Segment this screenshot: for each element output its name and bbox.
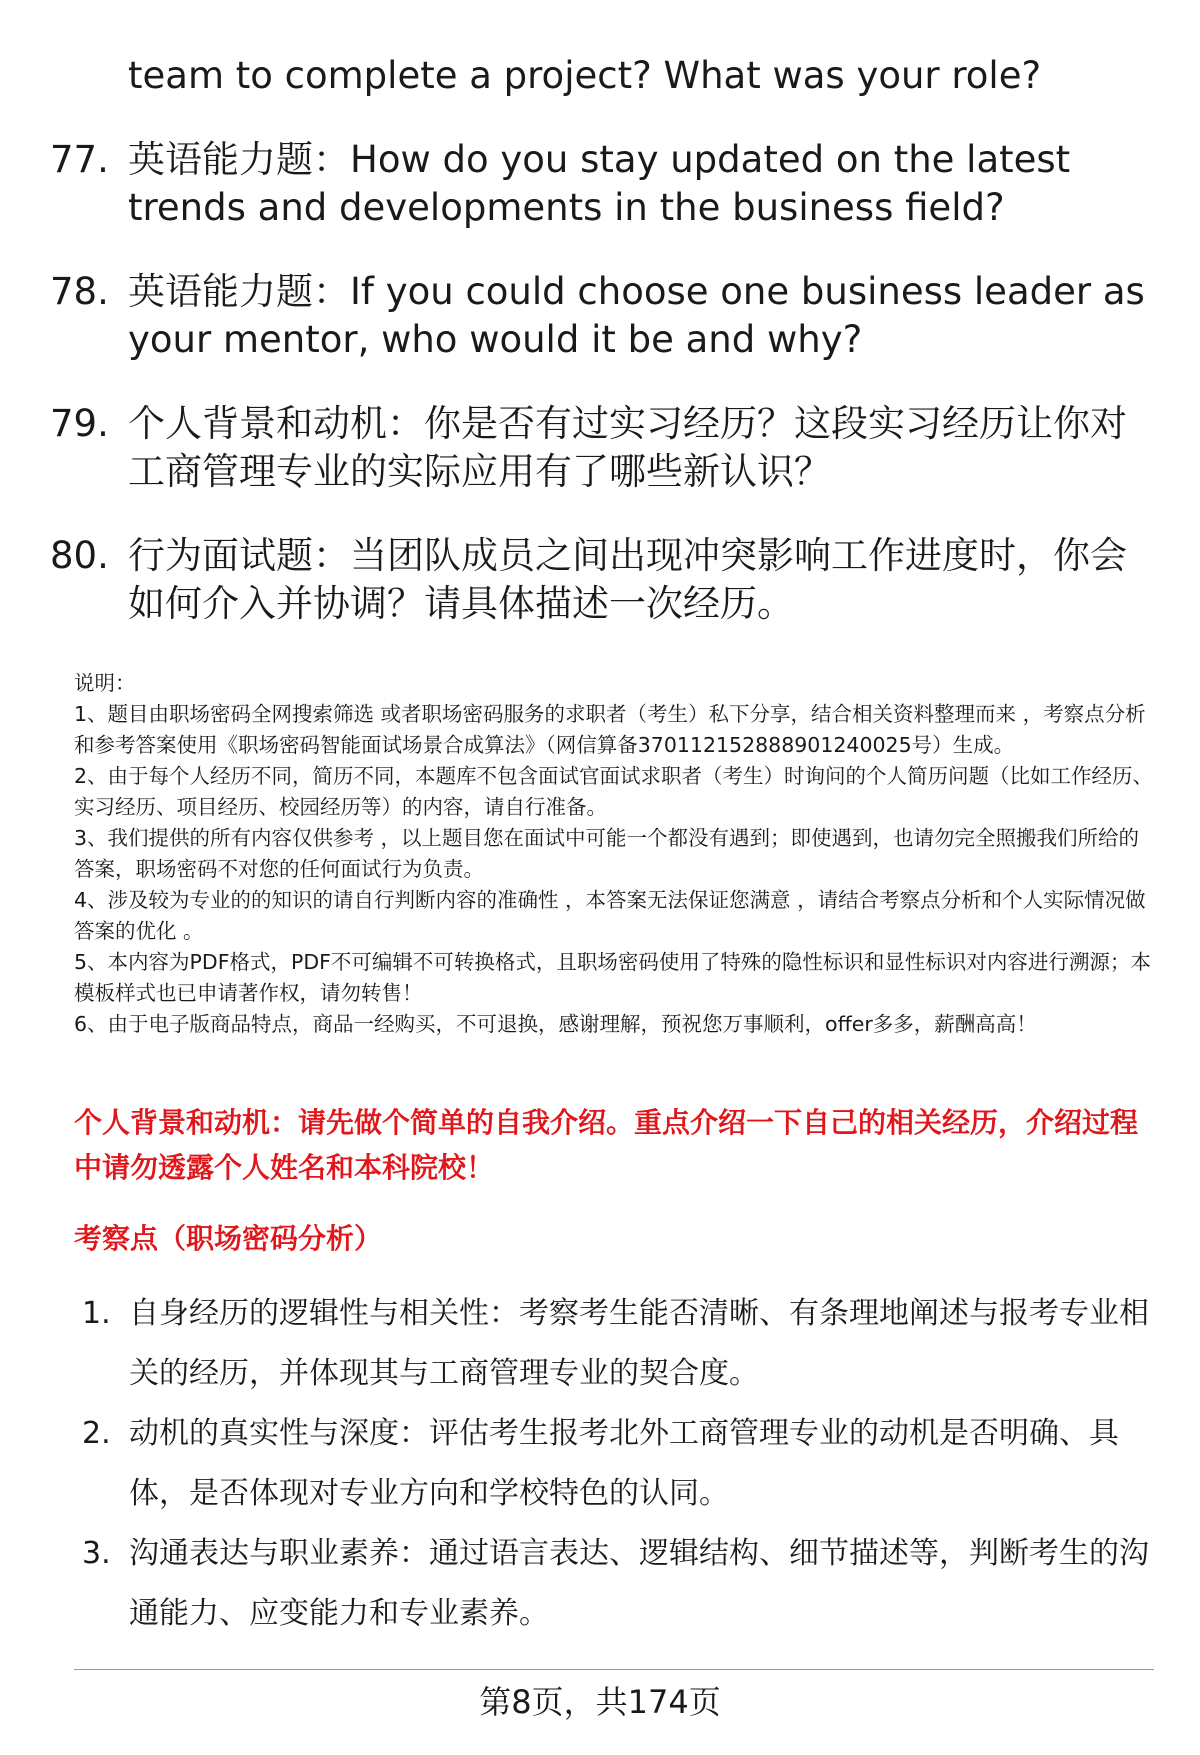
point-number: 3.: [82, 1536, 111, 1571]
topic-question: 个人背景和动机：请先做个简单的自我介绍。重点介绍一下自己的相关经历，介绍过程中请勿透露个人姓名和本科院校！: [74, 1106, 1139, 1184]
point-text: 自身经历的逻辑性与相关性：考察考生能否清晰、有条理地阐述与报考专业相关的经历，并体现其与工商管理专业的契合度。: [129, 1296, 1149, 1391]
question-number: 77.: [50, 138, 109, 181]
note-item: 1、题目由职场密码全网搜索筛选 或者职场密码服务的求职者（考生）私下分享，结合相关资料整理而来 ，考察点分析和参考答案使用《职场密码智能面试场景合成算法》（网信算备370112152888901240025号）生成。: [74, 702, 1146, 757]
topic-block: [74, 1100, 1154, 1261]
notes-section: [74, 668, 1158, 1040]
point-text: 动机的真实性与深度：评估考生报考北外工商管理专业的动机是否明确、具体，是否体现对专业方向和学校特色的认同。: [129, 1416, 1119, 1511]
notes-heading: 说明：: [74, 671, 136, 695]
list-item: [82, 1524, 1152, 1644]
note-item: 6、由于电子版商品特点，商品一经购买，不可退换，感谢理解，预祝您万事顺利，offer多多，薪酬高高！: [74, 1012, 1037, 1036]
question-list: [50, 52, 1150, 664]
question-number: 79.: [50, 402, 109, 445]
list-item: [50, 400, 1150, 496]
list-item: [50, 136, 1150, 232]
page-number: 第8页，共174页: [479, 1683, 721, 1721]
point-number: 2.: [82, 1416, 111, 1451]
question-text: 英语能力题：How do you stay updated on the latest trends and developments in the business field?: [128, 138, 1071, 229]
question-text: 个人背景和动机：你是否有过实习经历？这段实习经历让你对工商管理专业的实际应用有了哪些新认识？: [128, 402, 1127, 493]
note-item: 2、由于每个人经历不同，简历不同，本题库不包含面试官面试求职者（考生）时询问的个人简历问题（比如工作经历、实习经历、项目经历、校园经历等）的内容，请自行准备。: [74, 764, 1154, 819]
note-item: 3、我们提供的所有内容仅供参考 ，以上题目您在面试中可能一个都没有遇到；即使遇到，也请勿完全照搬我们所给的答案，职场密码不对您的任何面试行为负责。: [74, 826, 1140, 881]
assessment-points: [82, 1284, 1152, 1644]
list-item: [50, 532, 1150, 628]
question-text: 英语能力题：If you could choose one business leader as your mentor, who would it be and why?: [128, 270, 1145, 361]
question-number: [50, 52, 128, 100]
section-title: 考察点（职场密码分析）: [74, 1222, 383, 1255]
list-item: [82, 1284, 1152, 1404]
question-text: team to complete a project? What was your role?: [128, 54, 1042, 97]
question-text: 行为面试题：当团队成员之间出现冲突影响工作进度时，你会如何介入并协调？请具体描述一次经历。: [128, 534, 1127, 625]
footer-divider: [74, 1669, 1154, 1670]
point-number: 1.: [82, 1296, 111, 1331]
list-item: [50, 268, 1150, 364]
list-item: [82, 1404, 1152, 1524]
question-number: 80.: [50, 534, 109, 577]
note-item: 5、本内容为PDF格式，PDF不可编辑不可转换格式，且职场密码使用了特殊的隐性标识和显性标识对内容进行溯源；本模板样式也已申请著作权，请勿转售！: [74, 950, 1151, 1005]
note-item: 4、涉及较为专业的的知识的请自行判断内容的准确性 ，本答案无法保证您满意 ，请结合考察点分析和个人实际情况做答案的优化 。: [74, 888, 1146, 943]
list-item: [50, 52, 1150, 100]
point-text: 沟通表达与职业素养：通过语言表达、逻辑结构、细节描述等，判断考生的沟通能力、应变能力和专业素养。: [129, 1536, 1149, 1631]
question-number: 78.: [50, 270, 109, 313]
